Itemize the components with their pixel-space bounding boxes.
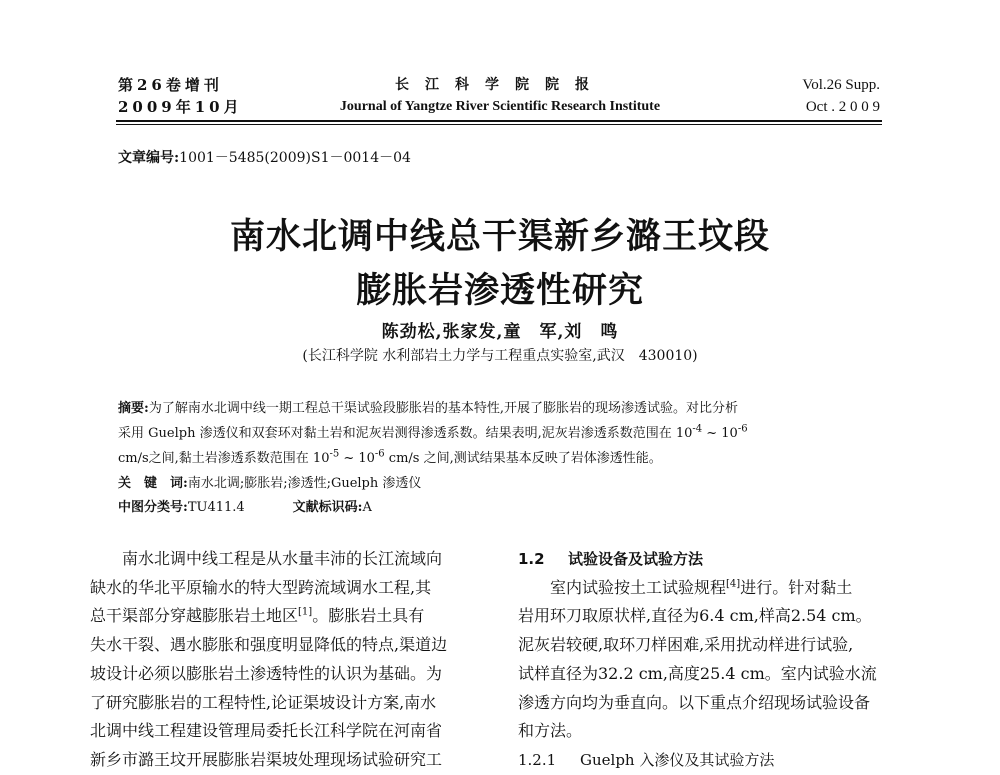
journal-volume-en — [802, 74, 880, 118]
keywords-label: 关 键 词: — [118, 476, 188, 491]
keywords-value: 南水北调;膨胀岩;渗透性;Guelph 渗透仪 — [187, 476, 422, 491]
body-line: 缺水的华北平原输水的特大型跨流域调水工程,其 — [90, 577, 432, 597]
title-line-2: 膨胀岩渗透性研究 — [355, 270, 644, 311]
abstract-line-2: 采用 Guelph 渗透仪和双套环对黏土岩和泥灰岩测得渗透系数。结果表明,泥灰岩渗透系数范围在 $10^{-4}$ ~ $10^{-6}$ — [118, 423, 748, 441]
journal-name-cn: 长江科学院院报 — [395, 77, 605, 93]
body-line: 新乡市潞王坟开展膨胀岩渠坡处理现场试验研究工 — [90, 749, 443, 769]
body-line: 试样直径为32.2 cm,高度25.4 cm。室内试验水流 — [518, 663, 877, 683]
header-rule-thin — [116, 124, 882, 125]
body-line: 失水干裂、遇水膨胀和强度明显降低的特点,渠道边 — [90, 635, 448, 655]
paper-title — [0, 210, 1000, 318]
abstract-label: 摘要: — [118, 401, 149, 416]
body-line: 南水北调中线工程是从水量丰沛的长江流域向 — [90, 549, 443, 568]
body-line: 了研究膨胀岩的工程特性,论证渠坡设计方案,南水 — [90, 692, 437, 712]
volume-en: Vol.26 Supp. — [802, 77, 880, 93]
clc-value: TU411.4 — [187, 500, 245, 515]
body-line: 泥灰岩较硬,取环刀样困难,采用扰动样进行试验, — [518, 635, 854, 655]
title-line-1: 南水北调中线总干渠新乡潞王坟段 — [229, 216, 770, 257]
body-line: 北调中线工程建设管理局委托长江科学院在河南省 — [90, 721, 443, 741]
abstract — [118, 396, 882, 496]
doc-code-label: 文献标识码: — [292, 500, 363, 515]
body-line: 总干渠部分穿越膨胀岩土地区[1]。膨胀岩土具有 — [90, 606, 425, 626]
body-line: 室内试验按土工试验规程[4]进行。针对黏土 — [518, 577, 853, 597]
authors: 陈劲松,张家发,童 军,刘 鸣 — [381, 322, 619, 342]
doc-code-value: A — [362, 500, 372, 515]
body-column-right — [518, 545, 918, 775]
citation-ref: [4] — [726, 578, 741, 590]
citation-ref: [1] — [298, 607, 313, 619]
header-rule-thick — [116, 120, 882, 122]
date-en: Oct . 2 0 0 9 — [805, 99, 880, 115]
article-number-label: 文章编号: — [118, 150, 180, 166]
section-heading-1-2: 1.2 试验设备及试验方法 — [518, 550, 704, 568]
volume-issue: 第26卷增刊 — [118, 76, 223, 94]
abstract-line-3: cm/s之间,黏土岩渗透系数范围在 $10^{-5}$ ~ $10^{-6}$ cm/s 之间,测试结果基本反映了岩体渗透性能。 — [118, 448, 662, 466]
issue-date: 2009年10月 — [118, 98, 243, 116]
body-line: 和方法。 — [518, 721, 583, 741]
keywords — [118, 471, 882, 496]
journal-name-en: Journal of Yangtze River Scientific Research Institute — [339, 99, 661, 114]
subsection-heading-1-2-1: 1.2.1 Guelph 入渗仪及其试验方法 — [518, 750, 775, 769]
body-column-left — [90, 545, 490, 775]
body-line: 渗透方向均为垂直向。以下重点介绍现场试验设备 — [518, 692, 871, 712]
article-number-value: 1001－5485(2009)S1－0014－04 — [179, 150, 411, 166]
body-line: 岩用环刀取原状样,直径为6.4 cm,样高2.54 cm。 — [518, 606, 872, 626]
affiliation: (长江科学院 水利部岩土力学与工程重点实验室,武汉 430010) — [302, 348, 698, 364]
abstract-line-1: 摘要:为了解南水北调中线一期工程总干渠试验段膨胀岩的基本特性,开展了膨胀岩的现场渗透试验。对比分析 — [118, 401, 738, 416]
article-number — [118, 147, 411, 167]
clc-label: 中图分类号: — [118, 500, 188, 515]
classification — [118, 496, 372, 515]
body-line: 坡设计必须以膨胀岩土渗透特性的认识为基础。为 — [90, 663, 443, 683]
